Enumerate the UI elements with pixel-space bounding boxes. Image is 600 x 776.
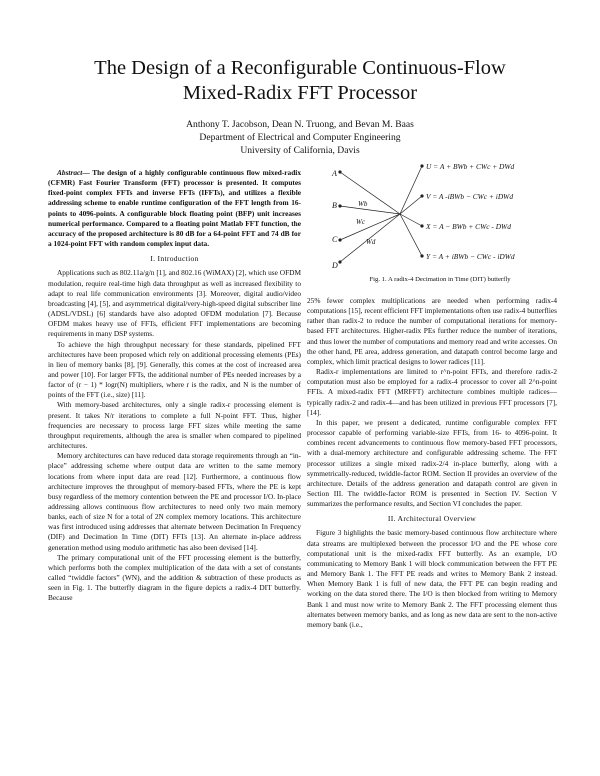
output-line-v (400, 196, 422, 214)
input-line-a (340, 172, 400, 214)
output-node-x (420, 224, 423, 227)
output-equation-x: X = A − BWb + CWc - DWd (426, 222, 511, 231)
author-block (0, 118, 600, 157)
butterfly-diagram (320, 158, 560, 274)
section-heading-architectural-overview: II. Architectural Overview (387, 514, 477, 524)
input-node-c (338, 238, 341, 241)
output-equation-v: V = A -iBWb − CWc + iDWd (426, 192, 514, 201)
intro-paragraph: Applications such as 802.11a/g/n [1], and 802.16 (WiMAX) [2], which use OFDM modulation, require real-time high data throughput as well as increased flexibility to adapt to real life communication environments [3]. Moreover, digital audio/video broadcasting [4], [5], and asymmetrical digital/very-high-speed digital subscriber line (ADSL/VDSL) [6] standards have also adopted OFDM modulation [7]. Because OFDM makes heavy use of FFTs, efficient FFT implementations are becoming requirements in many DSP systems. (48, 268, 301, 339)
authors: Anthony T. Jacobson, Dean N. Truong, and Bevan M. Baas (186, 119, 414, 130)
input-label-b: B (332, 201, 337, 210)
output-node-u (420, 164, 423, 167)
input-node-b (338, 204, 341, 207)
figure-caption: Fig. 1. A radix-4 Decimation in Time (DIT) butterfly (369, 276, 511, 283)
abstract-label: Abstract (57, 168, 83, 177)
paper-title (0, 56, 600, 106)
body-paragraph: 25% fewer complex multiplications are needed when performing radix-4 computations [15], recent efficient FFT implementations often use radix-4 butterflies rather than radix-2 to reduce the number of computational iterations for memory-based FFT architectures. Higher-radix PEs further reduce the number of iterations, and thus lower the number of computations and memory read and write accesses. On the other hand, PE area, address generation, and datapath control become large and complex, which limit practical designs to lower radices [11]. (307, 296, 557, 366)
body-paragraph: In this paper, we present a dedicated, runtime configurable complex FFT processor capable of performing variable-size FFTs, from 16- to 4096-point. It combines recent advancements to continuous flow memory-based FFT processors, with a dual-memory architecture and configurable addressing scheme. The FFT processor utilizes a single mixed radix-2/4 in-place butterfly, along with a symmetrically-reduced, twiddle-factor ROM. Section II provides an overview of the architecture. Details of the address generation and datapath control are given in Section III. The twiddle-factor ROM is presented in Section IV. Section V summarizes the performance results, and Section VI concludes the paper. (307, 417, 557, 509)
left-column (48, 168, 301, 604)
twiddle-label-c: Wc (356, 218, 365, 226)
affiliation-2: University of California, Davis (240, 145, 360, 156)
section-heading-introduction: I. Introduction (150, 254, 199, 264)
abstract-text: — The design of a highly configurable continuous flow mixed-radix (CFMR) Fast Fourier Transform (FFT) processor is presented. It computes fixed-point complex FFTs and inverse FFTs (IFFTs), and utilizes a flexible addressing scheme to enable runtime configuration of the FFT length from 16-points to 4096-points. A configurable block floating point (BFP) unit increases numerical performance. Compared to a floating point Matlab FFT function, the accuracy of the proposed architecture is 80 dB for a 64-point FFT and 74 dB for a 1024-point FFT with random complex input data. (48, 168, 301, 249)
input-label-a: A (332, 169, 337, 178)
intro-paragraph: Memory architectures can have reduced data storage requirements through an “in-place” addressing scheme where output data are written to the same memory locations from where input data are read [12]. Furthermore, a continuous flow architecture improves the throughput of memory-based FFTs, where the PE is kept busy regardless of the memory contention between the PE and processor I/O. In-place addressing allows continuous flow architectures to need only two main memory banks, each of size N for a total of 2N complex memory locations. This architecture was first introduced using addresses that alternate between Decimation In Frequency (DIF) and Decimation In Time (DIT) FFTs [13]. An alternate in-place address generation method using modulo arithmetic has also been devised [14]. (48, 451, 301, 552)
intro-paragraph: The primary computational unit of the FFT processing element is the butterfly, which performs both the complex multiplication of the data with a set of constants called “twiddle factors” (WN), and the addition & subtraction of these products as seen in Fig. 1. The butterfly diagram in the figure depicts a radix-4 DIT butterfly. Because (48, 552, 301, 603)
abstract (48, 168, 301, 249)
output-equation-u: U = A + BWb + CWc + DWd (426, 162, 515, 171)
input-label-d: D (332, 261, 338, 270)
input-line-c (340, 214, 400, 240)
input-label-c: C (332, 235, 338, 244)
input-node-d (338, 260, 341, 263)
right-column (307, 296, 557, 630)
intro-paragraph: To achieve the high throughput necessary for these standards, pipelined FFT architectures have been proposed which rely on additional processing elements (PEs) in lieu of memory banks [8], [9]. Generally, this comes at the cost of increased area and power [10]. For larger FFTs, the additional number of PEs needed increases by a factor of (r − 1) * logr(N) multipliers, where r is the radix, and N is the number of points of the FFT (i.e., size) [11]. (48, 339, 301, 400)
title-line-1: The Design of a Reconfigurable Continuous-Flow (94, 57, 506, 79)
twiddle-label-b: Wb (358, 200, 368, 208)
title-line-2: Mixed-Radix FFT Processor (182, 82, 418, 104)
output-equation-y: Y = A + iBWb − CWc - iDWd (426, 252, 515, 261)
input-line-b (340, 206, 400, 214)
body-paragraph: Figure 3 highlights the basic memory-based continuous flow architecture where data streams are multiplexed between the processor I/O and the PE whose core computational unit is the mixed-radix FFT butterfly. As an example, I/O communicating to Memory Bank 1 will block communication between the FFT PE and Memory Bank 1. The FFT PE reads and writes to Memory Bank 2 instead. When Memory Bank 1 is full of new data, the FFT PE can begin reading and working on the data stored there. The I/O is then blocked from writing to Memory Bank 1 and must now write to Memory Bank 2. The FFT processing element thus alternates between memory banks, and as long as new data are sent to the non-active memory bank (i.e., (307, 528, 557, 629)
output-node-y (420, 254, 423, 257)
input-node-a (338, 170, 341, 173)
output-node-v (420, 194, 423, 197)
intro-paragraph: With memory-based architectures, only a single radix-r processing element is present. It takes N/r iterations to complete a full N-point FFT. Thus, higher frequencies are necessary to process large FFT sizes while meeting the same throughput requirements, although the area is smaller when compared to pipelined architectures. (48, 400, 301, 451)
affiliation-1: Department of Electrical and Computer Engineering (199, 132, 401, 143)
body-paragraph: Radix-r implementations are limited to r^n-point FFTs, and therefore radix-2 computation must also be employed for a radix-4 processor to cover all 2^n-point FFTs. A mixed-radix FFT (MRFFT) architecture combines multiple radices—typically radix-2 and radix-4—and has been utilized in previous FFT processors [7], [14]. (307, 367, 557, 417)
output-line-u (400, 166, 422, 214)
butterfly-figure (320, 158, 560, 286)
twiddle-label-d: Wd (366, 238, 376, 246)
